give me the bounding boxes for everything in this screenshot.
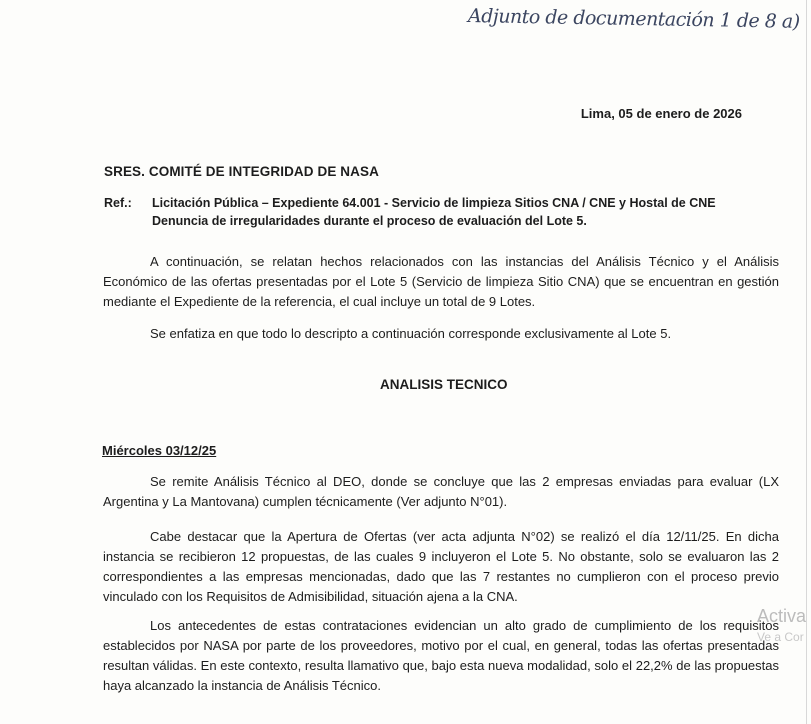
- letter-date: Lima, 05 de enero de 2026: [580, 106, 742, 121]
- reference-label: Ref.:: [104, 196, 132, 210]
- entry-paragraph-1: Se remite Análisis Técnico al DEO, donde se concluye que las 2 empresas enviadas para evaluar (LX Argentina y La Mantovana) cumplen técnicamente (Ver adjunto N°01).: [103, 474, 779, 509]
- section-title: ANALISIS TECNICO: [380, 377, 508, 392]
- page-edge: [806, 0, 807, 724]
- entry-date-heading: Miércoles 03/12/25: [102, 443, 217, 458]
- intro-paragraph: A continuación, se relatan hechos relacionados con las instancias del Análisis Técnico y el Análisis Económico de las ofertas presentadas por el Lote 5 (Servicio de limpieza Sitio CNA) que se encuentran en gestión mediante el Expediente de la referencia, el cual incluye un total de 9 Lotes.: [103, 254, 779, 309]
- entry-paragraph-2: Cabe destacar que la Apertura de Ofertas (ver acta adjunta N°02) se realizó el día 12/11/25. En dicha instancia se recibieron 12 propuestas, de las cuales 9 incluyeron el Lote 5. No obstante, solo se evaluaron las 2 correspondientes a las empresas mencionadas, dado que las 7 restantes no cumplieron con el proceso previo vinculado con los Requisitos de Admisibilidad, situación ajena a la CNA.: [103, 529, 779, 604]
- entry-paragraph-3: Los antecedentes de estas contrataciones evidencian un alto grado de cumplimiento de los requisitos establecidos por NASA por parte de los proveedores, motivo por el cual, en general, todas las ofertas presentadas resultan válidas. En este contexto, resulta llamativo que, bajo esta nueva modalidad, solo el 22,2% de las propuestas haya alcanzado la instancia de Análisis Técnico.: [103, 618, 779, 693]
- emphasis-paragraph: Se enfatiza en que todo lo descripto a continuación corresponde exclusivamente al Lote 5.: [150, 326, 672, 341]
- addressee-line: SRES. COMITÉ DE INTEGRIDAD DE NASA: [104, 164, 379, 179]
- reference-subject-line: Licitación Pública – Expediente 64.001 - Servicio de limpieza Sitios CNA / CNE y Hostal de CNE: [152, 196, 716, 210]
- handwritten-annotation: Adjunto de documentación 1 de 8 a): [467, 5, 800, 33]
- reference-complaint-line: Denuncia de irregularidades durante el proceso de evaluación del Lote 5.: [152, 214, 587, 228]
- activation-watermark-title: Activa: [757, 606, 807, 626]
- activation-watermark-subtitle: Ve a Cor: [757, 630, 804, 644]
